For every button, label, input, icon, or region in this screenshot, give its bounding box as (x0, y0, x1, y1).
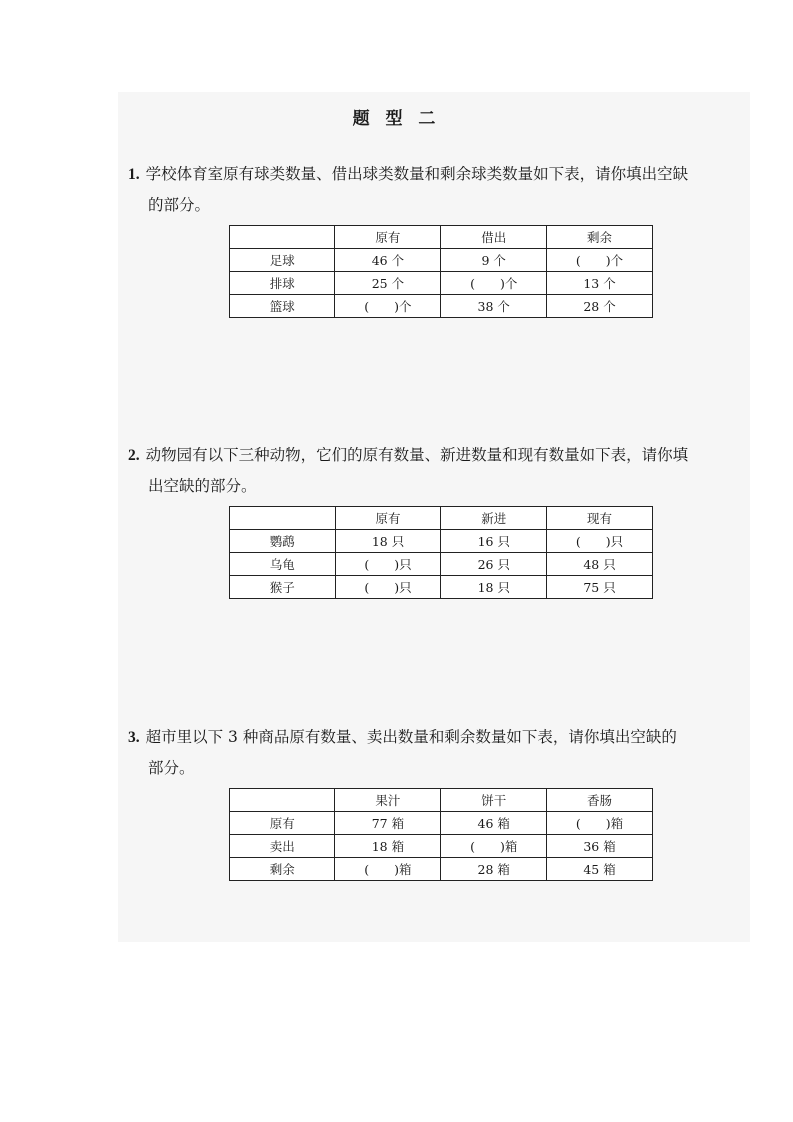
table-row (230, 576, 653, 599)
header-cell: 剩余 (547, 226, 653, 249)
question-2-number: 2. (128, 447, 140, 464)
table-cell: 48 只 (547, 553, 653, 576)
blank-cell[interactable]: ( )只 (335, 553, 441, 576)
table-cell: 16 只 (441, 530, 547, 553)
blank-cell[interactable]: ( )只 (335, 576, 441, 599)
table-cell: 77 箱 (335, 812, 441, 835)
header-cell: 原有 (335, 507, 441, 530)
table-cell: 28 个 (547, 295, 653, 318)
row-label: 原有 (230, 812, 335, 835)
question-3-text: 超市里以下 3 种商品原有数量、卖出数量和剩余数量如下表，请你填出空缺的 (145, 728, 677, 746)
table-row (230, 553, 653, 576)
table-cell: 75 只 (547, 576, 653, 599)
header-cell: 饼干 (441, 789, 547, 812)
question-1-line-2: 的部分。 (148, 196, 211, 214)
table-cell: 13 个 (547, 272, 653, 295)
question-1-line-1 (128, 159, 740, 190)
table-header-row (230, 226, 653, 249)
blank-cell[interactable]: ( )个 (441, 272, 547, 295)
table-cell: 18 箱 (335, 835, 441, 858)
header-cell: 原有 (335, 226, 441, 249)
table-cell: 45 箱 (547, 858, 653, 881)
question-2-table (229, 506, 653, 599)
blank-cell[interactable]: ( )箱 (547, 812, 653, 835)
row-label: 篮球 (230, 295, 335, 318)
header-cell (230, 789, 335, 812)
table-cell: 18 只 (335, 530, 441, 553)
question-1-table (229, 225, 653, 318)
question-2 (128, 440, 740, 501)
page-title: 题 型 二 (352, 109, 441, 129)
header-cell: 借出 (441, 226, 547, 249)
question-2-text: 动物园有以下三种动物，它们的原有数量、新进数量和现有数量如下表，请你填 (145, 446, 689, 464)
table-row (230, 295, 653, 318)
blank-cell[interactable]: ( )只 (547, 530, 653, 553)
row-label: 剩余 (230, 858, 335, 881)
table-row (230, 249, 653, 272)
table-cell: 38 个 (441, 295, 547, 318)
table-header-row (230, 789, 653, 812)
row-label: 鹦鹉 (230, 530, 336, 553)
table-cell: 9 个 (441, 249, 547, 272)
table-cell: 46 箱 (441, 812, 547, 835)
row-label: 乌龟 (230, 553, 336, 576)
row-label: 卖出 (230, 835, 335, 858)
header-cell (230, 226, 335, 249)
table-cell: 46 个 (335, 249, 441, 272)
question-3-line-1 (128, 722, 740, 753)
header-cell (230, 507, 336, 530)
row-label: 排球 (230, 272, 335, 295)
table-row (230, 530, 653, 553)
header-cell: 香肠 (547, 789, 653, 812)
blank-cell[interactable]: ( )个 (335, 295, 441, 318)
table-cell: 36 箱 (547, 835, 653, 858)
table-cell: 18 只 (441, 576, 547, 599)
question-3-line-2: 部分。 (148, 759, 195, 777)
question-1-text: 学校体育室原有球类数量、借出球类数量和剩余球类数量如下表，请你填出空缺 (145, 165, 689, 183)
table-cell: 28 箱 (441, 858, 547, 881)
blank-cell[interactable]: ( )箱 (441, 835, 547, 858)
question-1 (128, 159, 740, 220)
table-header-row (230, 507, 653, 530)
header-cell: 新进 (441, 507, 547, 530)
table-row (230, 272, 653, 295)
blank-cell[interactable]: ( )个 (547, 249, 653, 272)
table-cell: 25 个 (335, 272, 441, 295)
question-2-line-1 (128, 440, 740, 471)
table-row (230, 812, 653, 835)
question-3 (128, 722, 740, 783)
question-3-number: 3. (128, 729, 140, 746)
question-2-line-2: 出空缺的部分。 (148, 477, 257, 495)
row-label: 足球 (230, 249, 335, 272)
row-label: 猴子 (230, 576, 336, 599)
question-3-table (229, 788, 653, 881)
header-cell: 果汁 (335, 789, 441, 812)
header-cell: 现有 (547, 507, 653, 530)
table-cell: 26 只 (441, 553, 547, 576)
table-row (230, 835, 653, 858)
blank-cell[interactable]: ( )箱 (335, 858, 441, 881)
question-1-number: 1. (128, 166, 140, 183)
table-row (230, 858, 653, 881)
